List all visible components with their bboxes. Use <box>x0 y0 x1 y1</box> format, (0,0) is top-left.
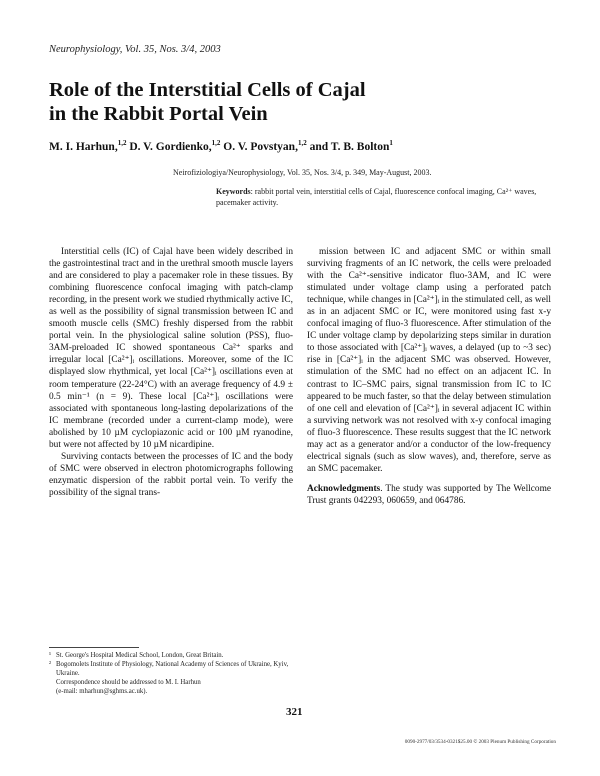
keywords-label: Keywords <box>216 187 251 196</box>
author-affiliation: 1,2 <box>117 139 127 147</box>
copyright-line: 0090-2977/03/3534-0321$25.00 © 2003 Plenum Publishing Corporation <box>404 739 556 745</box>
author-name: and T. B. Bolton <box>309 140 390 153</box>
author-affiliation: 1,2 <box>211 139 221 147</box>
author-name: M. I. Harhun, <box>49 140 118 153</box>
author-affiliation: 1 <box>389 139 393 147</box>
acknowledgments <box>307 483 551 507</box>
journal-header: Neurophysiology, Vol. 35, Nos. 3/4, 2003 <box>49 44 221 55</box>
footnote-divider <box>49 647 139 648</box>
footnote-number: ¹ <box>49 652 52 659</box>
body-column-left <box>49 246 293 499</box>
paper-title <box>49 78 469 126</box>
correspondence-note: Correspondence should be addressed to M. I. Harhun <box>56 679 201 687</box>
page-number: 321 <box>286 706 303 718</box>
correspondence-email: (e-mail: mharhun@sghms.ac.uk). <box>56 688 148 696</box>
author-list <box>49 139 393 153</box>
footnote-text: Bogomolets Institute of Physiology, National Academy of Sciences of Ukraine, Kyiv, Ukraine. <box>56 661 289 678</box>
body-paragraph: Interstitial cells (IC) of Cajal have been widely described in the gastrointestinal tract and in the urethral smooth muscle layers and are considered to play a pacemaker role in these tissues. By combining fluorescence confocal imaging with patch-clamp recording, in the present work we studied rhythmically active IC, as well as the possibility of signal transmission between IC and smooth muscle cells (SMC) freshly dispersed from the rabbit portal vein. In the physiological saline solution (PSS), fluo-3AM-preloaded IC showed spontaneous Ca²⁺ sparks and irregular local [Ca²⁺]ᵢ oscillations. Moreover, some of the IC displayed slow rhythmical, yet local [Ca²⁺]ᵢ oscillations even at room temperature (22-24°C) with an average frequency of 4.9 ± 0.5 min⁻¹ (n = 9). These local [Ca²⁺]ᵢ oscillations were associated with spontaneous long-lasting depolarizations of the IC membrane (recorded under a current-clamp mode), were abolished by 10 µM cyclopiazonic acid or 100 µM ryanodine, but were not affected by 10 µM nicardipine. <box>49 247 293 450</box>
footnote-text: St. George's Hospital Medical School, London, Great Britain. <box>56 652 224 659</box>
footnote <box>49 660 299 678</box>
title-line-1: Role of the Interstitial Cells of Cajal <box>49 79 366 101</box>
author-name: D. V. Gordienko, <box>129 140 212 153</box>
title-line-2: in the Rabbit Portal Vein <box>49 103 268 125</box>
acknowledgments-text: . The study was supported by The Wellcome Trust grants 042293, 060659, and 064786. <box>307 483 551 506</box>
footnote-number: ² <box>49 661 52 669</box>
acknowledgments-label: Acknowledgments <box>307 483 381 494</box>
author-affiliation: 1,2 <box>297 139 307 147</box>
body-column-right <box>307 246 551 507</box>
footnotes <box>49 651 299 696</box>
footnote <box>49 651 299 660</box>
citation-line: Neirofiziologiya/Neurophysiology, Vol. 35, Nos. 3/4, p. 349, May-August, 2003. <box>173 168 432 177</box>
keywords-text: : rabbit portal vein, interstitial cells of Cajal, fluorescence confocal imaging, Ca²⁺ waves, pacemaker activity. <box>216 187 537 207</box>
body-paragraph: Surviving contacts between the processes of IC and the body of SMC were observed in electron photomicrographs following enzymatic dispersion of the rabbit portal vein. To verify the possibility of the signal trans- <box>49 451 293 498</box>
body-paragraph: mission between IC and adjacent SMC or within small surviving fragments of an IC network, the cells were preloaded with the Ca²⁺-sensitive indicator fluo-3AM, and IC were stimulated under voltage clamp using a perforated patch technique, while changes in [Ca²⁺]ᵢ in the stimulated cell, as well as in an adjacent SMC or IC, were monitored using fast x-y confocal imaging of fluo-3 fluorescence. After stimulation of the IC under voltage clamp by depolarizing steps similar in duration to those associated with [Ca²⁺]ᵢ waves, a delayed (up to ~3 sec) rise in [Ca²⁺]ᵢ in the adjacent SMC was observed. However, stimulation of the SMC had no effect on an adjacent IC. In contrast to IC–SMC pairs, signal transmission from IC to IC appeared to be much faster, so that the delay between stimulation of one cell and elevation of [Ca²⁺]ᵢ in several adjacent IC within a surviving network was not resolved with x-y confocal imaging of fluo-3 fluorescence. These results suggest that the IC network may act as a generator and/or a conductor of the low-frequency electrical signals (such as slow waves), and, therefore, serve as an SMC pacemaker. <box>307 247 551 474</box>
keywords <box>216 186 556 208</box>
author-name: O. V. Povstyan, <box>223 140 298 153</box>
